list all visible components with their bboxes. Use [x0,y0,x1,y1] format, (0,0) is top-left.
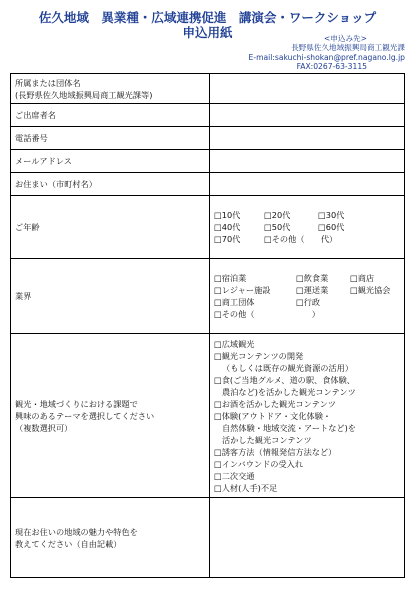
form-row-org [11,74,405,104]
themes-label-line3: （複数選択可） [15,422,73,433]
application-form [10,73,405,578]
org-label-line1: 所属または団体名 [15,77,81,88]
contact-office: 長野県佐久地域振興局商工観光課 [291,43,405,53]
age-row-2 [214,221,400,233]
industry-option-government[interactable]: □行政 [296,297,321,307]
contact-heading: <申込み先> [323,34,367,43]
age-option-other[interactable]: □その他（ 代） [264,234,338,244]
industry-label: 業界 [11,259,210,334]
theme-option-experience-cont1: 自然体験・地域交流・アートなど)を [222,422,356,433]
age-label: ご年齢 [11,196,210,259]
theme-option-content-dev[interactable]: □観光コンテンツの開発 [214,350,304,361]
address-label: お住まい（市町村名） [11,173,210,196]
theme-option-secondary-transport[interactable]: □二次交通 [214,470,255,481]
age-row-1 [214,209,400,221]
themes-options [210,334,405,498]
form-row-charm [11,498,405,578]
industry-option-leisure[interactable]: □レジャー施設 [214,285,271,295]
contact-email[interactable]: E-mail:sakuchi-shokan@pref.nagano.lg.jp [248,52,405,62]
age-option-50s[interactable]: □50代 [264,222,291,232]
address-field[interactable] [210,173,405,196]
industry-option-other[interactable]: □その他（ ） [214,309,320,319]
form-row-phone [11,127,405,150]
phone-field[interactable] [210,127,405,150]
form-row-address [11,173,405,196]
age-options [210,196,405,259]
name-field[interactable] [210,104,405,127]
industry-option-tourism-assoc[interactable]: □観光協会 [350,285,391,295]
age-option-30s[interactable]: □30代 [318,210,345,220]
age-option-20s[interactable]: □20代 [264,210,291,220]
industry-row-1 [214,272,400,284]
email-label: メールアドレス [11,150,210,173]
industry-row-4 [214,308,400,320]
theme-option-staffing[interactable]: □人材(人手)不足 [214,482,278,493]
theme-option-experience-cont2: 活かした観光コンテンツ [222,434,312,445]
age-option-60s[interactable]: □60代 [318,222,345,232]
org-field[interactable] [210,74,405,104]
themes-label [11,334,210,498]
industry-row-3 [214,296,400,308]
page-title: 佐久地域 異業種・広域連携促進 講演会・ワークショップ [38,10,377,25]
theme-option-sake[interactable]: □お酒を活かした観光コンテンツ [214,398,336,409]
charm-label [11,498,210,578]
themes-label-line2: 興味のあるテーマを選択してください [15,410,155,421]
charm-label-line2: 教えてください（自由記載） [15,538,122,549]
form-row-themes [11,334,405,498]
charm-field[interactable] [210,498,405,578]
form-row-name [11,104,405,127]
industry-option-commerce[interactable]: □商工団体 [214,297,255,307]
industry-option-transport[interactable]: □運送業 [296,285,329,295]
industry-option-food[interactable]: □飲食業 [296,273,329,283]
themes-label-line1: 観光・地域づくりにおける課題で [15,398,138,409]
industry-option-shop[interactable]: □商店 [350,273,375,283]
theme-option-experience[interactable]: □体験(アウトドア・文化体験・ [214,410,332,421]
age-option-10s[interactable]: □10代 [214,210,241,220]
contact-fax: FAX:0267-63-3115 [296,61,367,71]
name-label: ご出席者名 [11,104,210,127]
form-row-age [11,196,405,259]
theme-option-food[interactable]: □食(ご当地グルメ、道の駅、食体験、 [214,374,355,385]
org-label [11,74,210,104]
industry-row-2 [214,284,400,296]
industry-options [210,259,405,334]
age-option-40s[interactable]: □40代 [214,222,241,232]
theme-option-regional[interactable]: □広域観光 [214,338,255,349]
email-field[interactable] [210,150,405,173]
theme-option-food-cont: 農泊など)を活かした観光コンテンツ [222,386,356,397]
form-row-email [11,150,405,173]
page-subtitle: 申込用紙 [182,25,233,40]
phone-label: 電話番号 [11,127,210,150]
theme-option-inbound[interactable]: □インバウンドの受入れ [214,458,304,469]
org-label-line2: (長野県佐久地域振興局商工観光課等) [15,89,153,100]
form-row-industry [11,259,405,334]
age-row-3 [214,233,400,245]
charm-label-line1: 現在お住いの地域の魅力や特色を [15,526,138,537]
contact-block [249,34,405,71]
age-option-70s[interactable]: □70代 [214,234,241,244]
industry-option-lodging[interactable]: □宿泊業 [214,273,247,283]
theme-option-content-dev-note: （もしくは既存の観光資源の活用） [222,362,354,373]
theme-option-promotion[interactable]: □誘客方法（情報発信方法など） [214,446,337,457]
